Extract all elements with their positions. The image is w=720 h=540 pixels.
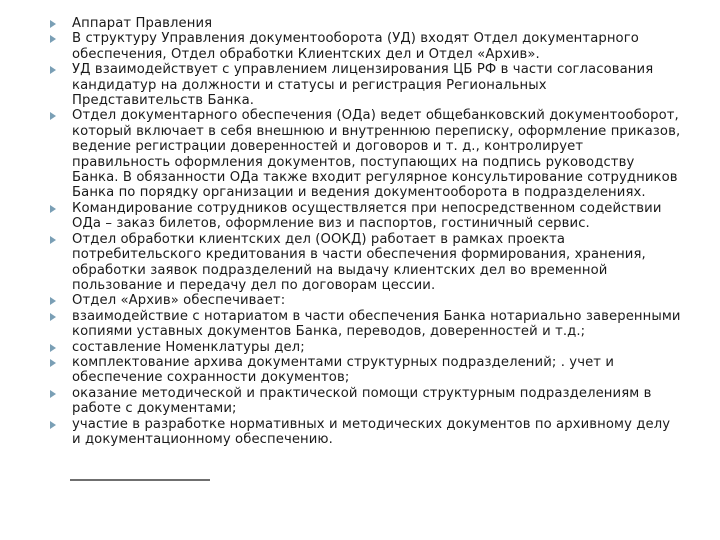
bullet-text: Командирование сотрудников осуществляется при непосредственном содействии ОДа – заказ билетов, оформление виз и паспортов, гостиничный сервис. bbox=[72, 200, 662, 232]
bullet-item bbox=[50, 386, 682, 417]
bullet-text: В структуру Управления документооборота (УД) входят Отдел документарного обеспечения, Отдел обработки Клиентских дел и Отдел «Архив». bbox=[72, 31, 639, 62]
bullet-item bbox=[50, 293, 682, 308]
bullet-text: взаимодействие с нотариатом в части обеспечения Банка нотариально заверенными копиями уставных документов Банка, переводов, доверенностей и т.д.; bbox=[72, 308, 681, 340]
decorative-divider-line bbox=[70, 479, 210, 481]
bullet-item bbox=[50, 16, 682, 31]
bullet-item bbox=[50, 108, 682, 200]
triangle-bullet-icon bbox=[50, 205, 56, 213]
bullet-text: УД взаимодействует с управлением лицензирования ЦБ РФ в части согласования кандидатур на должности и статусы и регистрация Региональных Представительств Банка. bbox=[72, 62, 654, 109]
bullet-item bbox=[50, 309, 682, 340]
triangle-bullet-icon bbox=[50, 390, 56, 398]
bullet-item bbox=[50, 62, 682, 108]
bullet-item bbox=[50, 232, 682, 294]
triangle-bullet-icon bbox=[50, 66, 56, 74]
bullet-item bbox=[50, 355, 682, 386]
bullet-text: Отдел документарного обеспечения (ОДа) ведет общебанковский документооборот, который включает в себя внешнюю и внутреннюю переписку, оформление приказов, ведение регистрации доверенностей и договоров и т. д., контролирует правильность оформления документов, поступающих на подпись руководству Банка. В обязанности ОДа также входит регулярное консультирование сотрудников Банка по порядку организации и ведения документооборота в подразделениях. bbox=[72, 108, 681, 201]
triangle-bullet-icon bbox=[50, 313, 56, 321]
triangle-bullet-icon bbox=[50, 112, 56, 120]
bullet-list bbox=[50, 16, 682, 447]
bullet-text: составление Номенклатуры дел; bbox=[72, 339, 305, 355]
bullet-item bbox=[50, 201, 682, 232]
triangle-bullet-icon bbox=[50, 236, 56, 244]
triangle-bullet-icon bbox=[50, 35, 56, 43]
triangle-bullet-icon bbox=[50, 20, 56, 28]
bullet-text: Аппарат Правления bbox=[72, 16, 213, 31]
bullet-text: участие в разработке нормативных и методических документов по архивному делу и документационному обеспечению. bbox=[72, 416, 671, 447]
triangle-bullet-icon bbox=[50, 421, 56, 429]
triangle-bullet-icon bbox=[50, 344, 56, 352]
bullet-text: Отдел «Архив» обеспечивает: bbox=[72, 293, 286, 309]
bullet-text: Отдел обработки клиентских дел (ООКД) работает в рамках проекта потребительского кредитования в части обеспечения формирования, хранения, обработки заявок подразделений на выдачу клиентских дел во временной пользование и передачу дел по договорам цессии. bbox=[72, 231, 646, 293]
triangle-bullet-icon bbox=[50, 297, 56, 305]
bullet-item bbox=[50, 340, 682, 355]
bullet-text: оказание методической и практической помощи структурным подразделениям в работе с документами; bbox=[72, 385, 652, 417]
bullet-text: комплектование архива документами структурных подразделений; . учет и обеспечение сохранности документов; bbox=[72, 354, 615, 386]
bullet-item bbox=[50, 31, 682, 62]
bullet-item bbox=[50, 417, 682, 448]
triangle-bullet-icon bbox=[50, 359, 56, 367]
